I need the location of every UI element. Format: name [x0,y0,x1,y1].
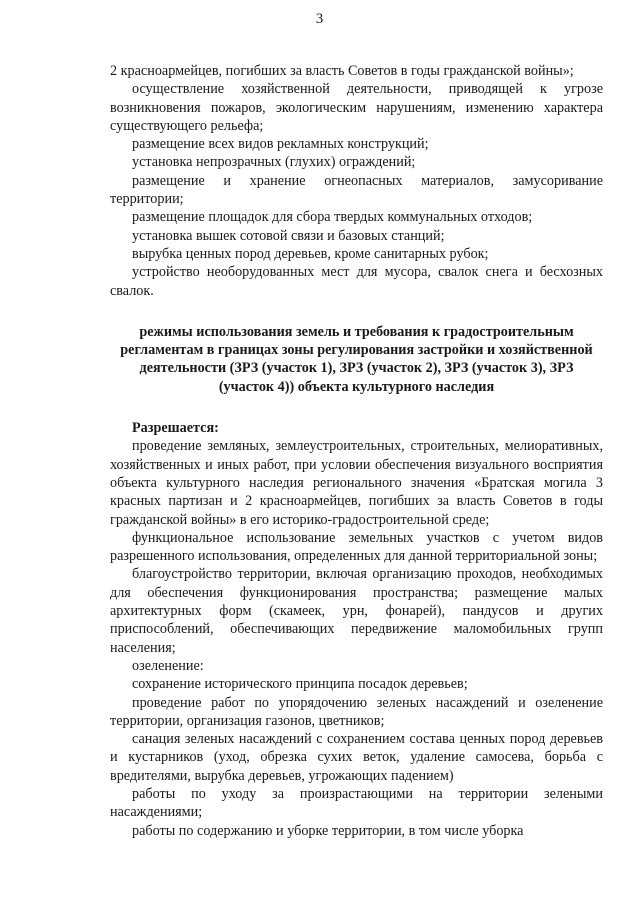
intro-continuation: 2 красноармейцев, погибших за власть Советов в годы гражданской войны»; [110,63,574,79]
prohibited-item: осуществление хозяйственной деятельности, приводящей к угрозе возникновения пожаров, экологическим нарушениям, изменению характера существующего рельефа; [110,81,603,134]
allowed-item: санация зеленых насаждений с сохранением состава ценных пород деревьев и кустарников (уход, обрезка сухих веток, удаление самосева, борьба с вредителями, вырубка деревьев, угрожающих падением) [110,731,603,784]
document-body [110,62,603,840]
allowed-item: сохранение исторического принципа посадок деревьев; [132,676,468,693]
allowed-item: проведение земляных, землеустроительных, строительных, мелиоративных, хозяйственных и иных работ, при условии обеспечения визуального восприятия объекта культурного наследия регионального значения «Братская могила 3 красных партизан и 2 красноармейцев, погибших за власть Советов в годы гражданской войны» в его историко-градостроительной среде; [110,438,603,528]
prohibited-item: размещение площадок для сбора твердых коммунальных отходов; [132,209,533,226]
allowed-item: проведение работ по упорядочению зеленых насаждений и озеленение территории, организация газонов, цветников; [110,694,603,729]
allowed-item: озеленение: [132,657,204,674]
allowed-heading: Разрешается: [132,420,219,437]
prohibited-item: устройство необорудованных мест для мусора, свалок снега и бесхозных свалок. [110,264,603,299]
prohibited-item: установка непрозрачных (глухих) ограждений; [132,154,416,171]
prohibited-item: установка вышек сотовой связи и базовых станций; [132,227,445,244]
prohibited-item: размещение и хранение огнеопасных материалов, замусоривание территории; [110,172,603,208]
prohibited-item: вырубка ценных пород деревьев, кроме санитарных рубок; [132,245,489,262]
allowed-item: функциональное использование земельных участков с учетом видов разрешенного использования, определенных для данной территориальной зоны; [110,529,603,565]
prohibited-list [110,80,603,300]
allowed-item: работы по содержанию и уборке территории, в том числе уборка [132,822,524,839]
page-number: 3 [315,11,324,27]
section-heading: режимы использования земель и требования к градостроительным регламентам в границах зоны регулирования застройки и хозяйственной деятельности (ЗРЗ (участок 1), ЗРЗ (участок 2), ЗРЗ (участок 3), ЗРЗ (участок 4)) объекта культурного наследия [120,323,593,395]
prohibited-item: размещение всех видов рекламных конструкций; [132,136,429,153]
allowed-item: работы по уходу за произрастающими на территории зелеными насаждениями; [110,785,603,821]
allowed-item: благоустройство территории, включая организацию проходов, необходимых для обеспечения функционирования пространства; размещение малых архитектурных форм (скамеек, урн, фонарей), пандусов и других приспособлений, обеспечивающих передвижение маломобильных групп населения; [110,566,603,656]
allowed-list [110,437,603,840]
